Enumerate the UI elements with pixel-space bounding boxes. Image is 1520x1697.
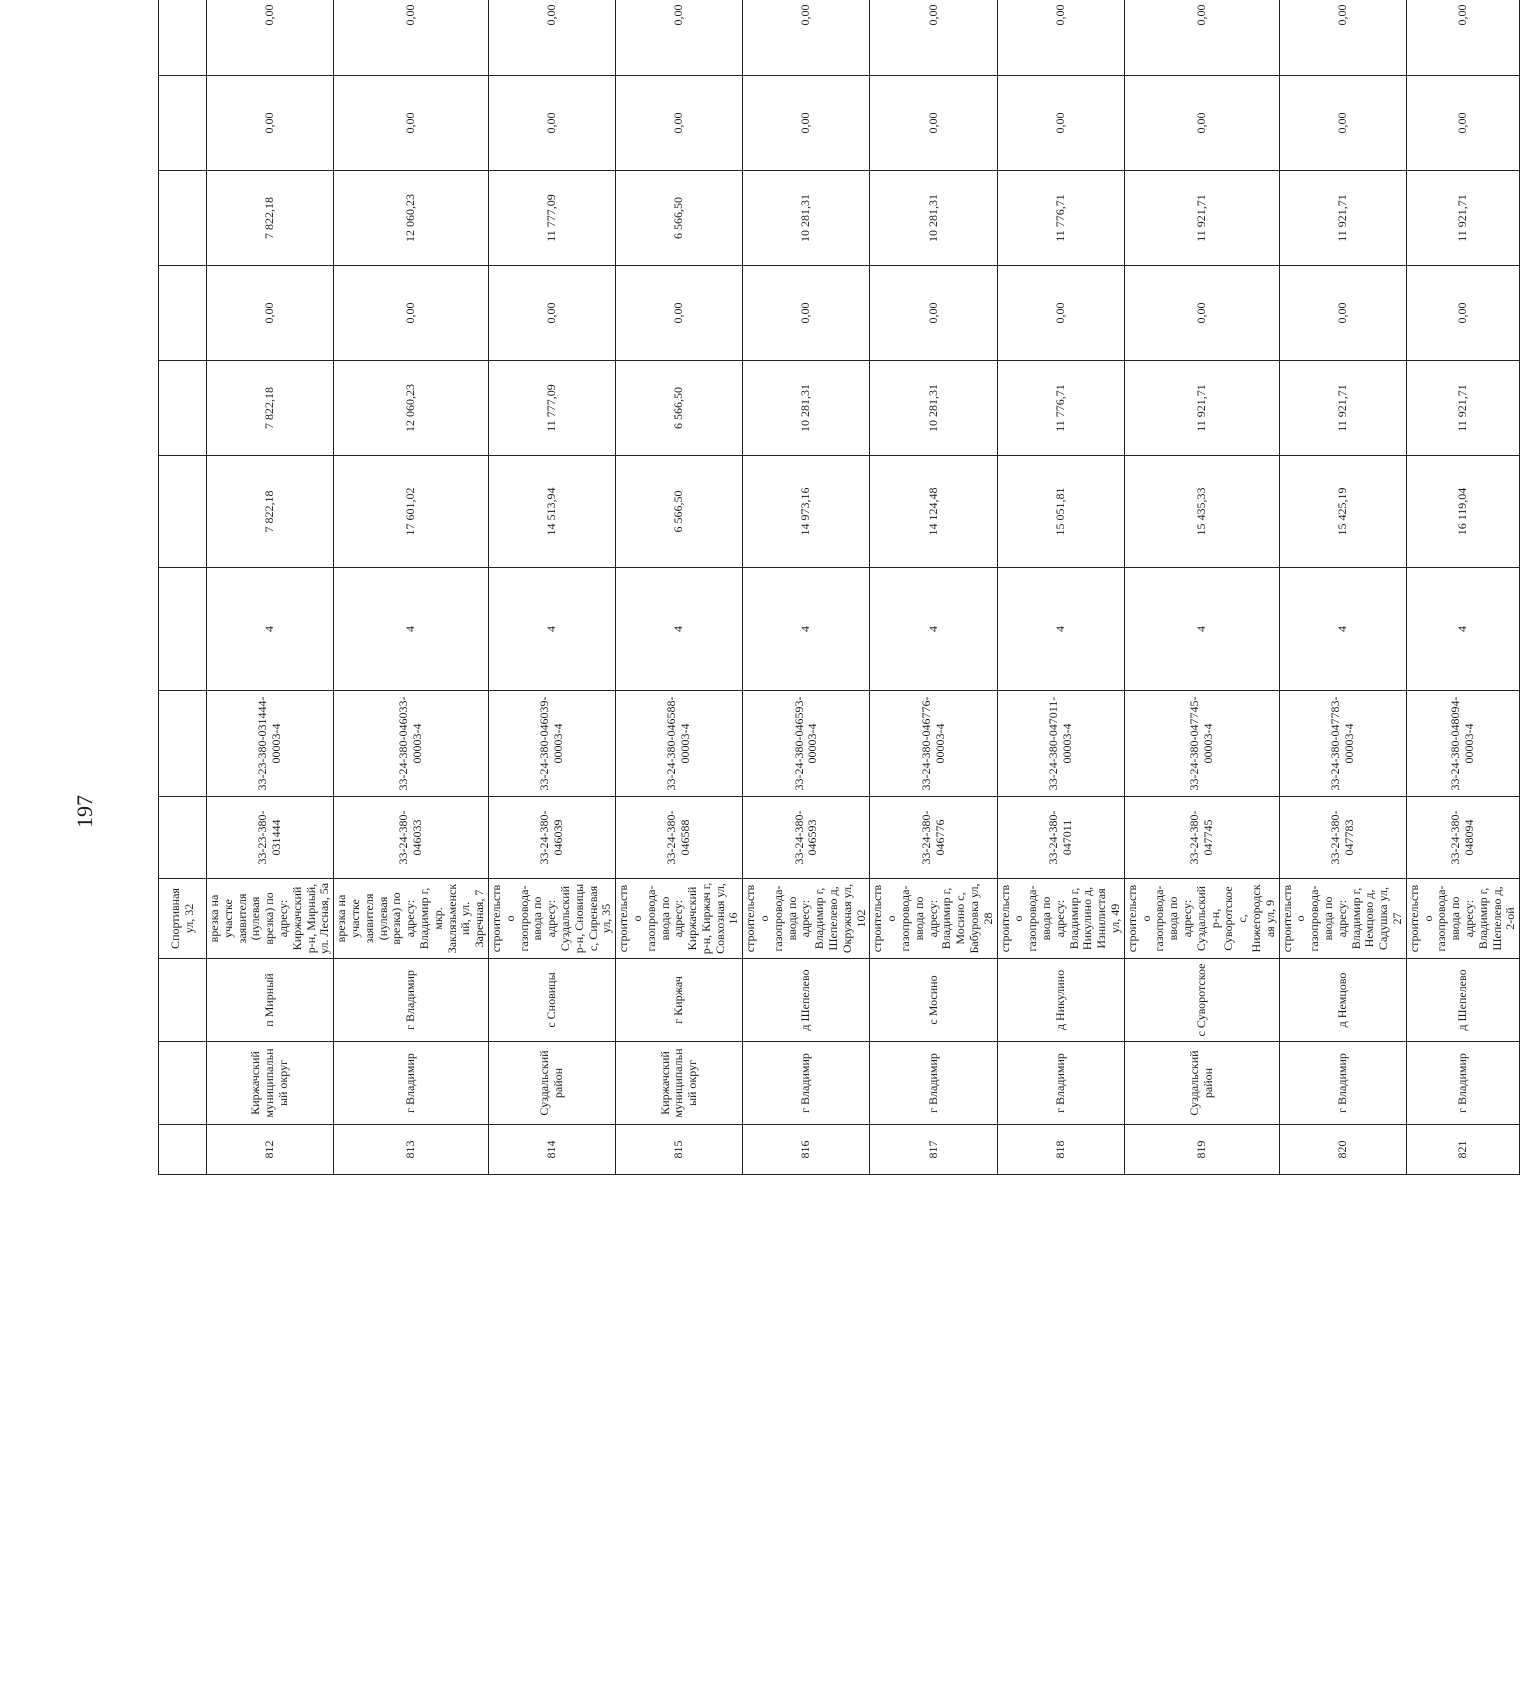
table-row: [616, 0, 743, 1175]
district-cell: г Владимир: [334, 1042, 489, 1125]
district-cell: г Владимир: [743, 1042, 870, 1125]
record-id-cell: 33-24-380-047011-00003-4: [997, 691, 1124, 797]
value-cell: 11 921,71: [1279, 171, 1406, 266]
page-number: 197: [72, 795, 97, 828]
value-cell: 6 566,50: [616, 456, 743, 568]
value-cell: 0,00: [1279, 76, 1406, 171]
object-id-cell: 33-24-380-046593: [743, 797, 870, 879]
value-cell: 16 119,04: [1406, 456, 1519, 568]
value-cell: 0,00: [997, 0, 1124, 76]
settlement-cell: п Мирный: [207, 959, 334, 1042]
value-cell: 11 921,71: [1406, 361, 1519, 456]
value-cell: 10 281,31: [870, 361, 997, 456]
row-number-cell: 812: [207, 1125, 334, 1175]
value-cell: 0,00: [334, 266, 489, 361]
value-cell: 0,00: [1124, 76, 1279, 171]
value-cell: 0,00: [616, 76, 743, 171]
row-number-cell: 813: [334, 1125, 489, 1175]
row-number-cell: 820: [1279, 1125, 1406, 1175]
value-cell: 11 776,71: [997, 361, 1124, 456]
header-cell: [159, 266, 207, 361]
value-cell: 6 566,50: [616, 171, 743, 266]
record-id-cell: 33-23-380-031444-00003-4: [207, 691, 334, 797]
value-cell: 0,00: [1124, 0, 1279, 76]
group-cell: 4: [488, 568, 615, 691]
settlement-cell: г Киржач: [616, 959, 743, 1042]
value-cell: 0,00: [207, 266, 334, 361]
value-cell: 11 776,71: [997, 171, 1124, 266]
header-cell: [159, 0, 207, 76]
value-cell: 11 921,71: [1124, 171, 1279, 266]
value-cell: 17 601,02: [334, 456, 489, 568]
value-cell: 0,00: [743, 76, 870, 171]
row-number-cell: 815: [616, 1125, 743, 1175]
group-cell: 4: [997, 568, 1124, 691]
row-number-cell: 817: [870, 1125, 997, 1175]
table-row: [207, 0, 334, 1175]
value-cell: 11 777,09: [488, 171, 615, 266]
value-cell: 0,00: [997, 266, 1124, 361]
description-cell: строительство газопровода-ввода по адресу: Владимир г, Шепелево д, Окружная ул, 102: [743, 879, 870, 959]
group-cell: 4: [743, 568, 870, 691]
row-number-cell: 819: [1124, 1125, 1279, 1175]
value-cell: 12 060,23: [334, 171, 489, 266]
value-cell: 0,00: [1406, 76, 1519, 171]
table-row: [1279, 0, 1406, 1175]
table-row: [488, 0, 615, 1175]
group-cell: 4: [1279, 568, 1406, 691]
record-id-cell: 33-24-380-047783-00003-4: [1279, 691, 1406, 797]
district-cell: Киржачский муниципальный округ: [207, 1042, 334, 1125]
value-cell: 11 777,09: [488, 361, 615, 456]
document-table: [158, 0, 1520, 1175]
value-cell: 7 822,18: [207, 361, 334, 456]
settlement-cell: с Мосино: [870, 959, 997, 1042]
settlement-cell: д Шепелево: [743, 959, 870, 1042]
value-cell: 11 921,71: [1406, 171, 1519, 266]
value-cell: 14 513,94: [488, 456, 615, 568]
value-cell: 12 060,23: [334, 361, 489, 456]
settlement-cell: с Сновицы: [488, 959, 615, 1042]
description-cell: строительство газопровода-ввода по адресу: Владимир г, Никулино д, Изнилистая ул, 49: [997, 879, 1124, 959]
value-cell: 0,00: [616, 266, 743, 361]
value-cell: 10 281,31: [743, 361, 870, 456]
table-row: [743, 0, 870, 1175]
header-cell: [159, 1125, 207, 1175]
value-cell: 7 822,18: [207, 456, 334, 568]
value-cell: 0,00: [743, 266, 870, 361]
record-id-cell: 33-24-380-046033-00003-4: [334, 691, 489, 797]
value-cell: 15 425,19: [1279, 456, 1406, 568]
value-cell: 0,00: [997, 76, 1124, 171]
value-cell: 10 281,31: [743, 171, 870, 266]
value-cell: 0,00: [488, 0, 615, 76]
header-cell: [159, 1042, 207, 1125]
value-cell: 0,00: [1279, 266, 1406, 361]
district-cell: г Владимир: [1279, 1042, 1406, 1125]
record-id-cell: 33-24-380-048094-00003-4: [1406, 691, 1519, 797]
row-number-cell: 818: [997, 1125, 1124, 1175]
record-id-cell: 33-24-380-047745-00003-4: [1124, 691, 1279, 797]
district-cell: Киржачский муниципальный округ: [616, 1042, 743, 1125]
description-cell: строительство газопровода-ввода по адресу: Владимир г, Мосино с, Бабуровка ул, 28: [870, 879, 997, 959]
description-cell: строительство газопровода-ввода по адресу: Суздальский р-н, Суворотское с, Нижегородская ул, 9: [1124, 879, 1279, 959]
object-id-cell: 33-24-380-047783: [1279, 797, 1406, 879]
header-cell: [159, 568, 207, 691]
header-cell: [159, 76, 207, 171]
table-row: [1406, 0, 1519, 1175]
value-cell: 14 973,16: [743, 456, 870, 568]
value-cell: 15 051,81: [997, 456, 1124, 568]
value-cell: 0,00: [334, 0, 489, 76]
row-number-cell: 816: [743, 1125, 870, 1175]
district-cell: г Владимир: [1406, 1042, 1519, 1125]
group-cell: 4: [207, 568, 334, 691]
value-cell: 0,00: [870, 76, 997, 171]
group-cell: 4: [1124, 568, 1279, 691]
value-cell: 0,00: [870, 0, 997, 76]
object-id-cell: 33-23-380-031444: [207, 797, 334, 879]
group-cell: 4: [616, 568, 743, 691]
table-container: [158, 4, 1518, 1175]
table-header-row: [159, 0, 207, 1175]
value-cell: 0,00: [334, 76, 489, 171]
group-cell: 4: [1406, 568, 1519, 691]
value-cell: 14 124,48: [870, 456, 997, 568]
district-cell: Суздальский район: [1124, 1042, 1279, 1125]
table-row: [870, 0, 997, 1175]
description-cell: врезка на участке заявителя (нулевая врезка) по адресу: Киржачский р-н, Мирный, ул. Лесная, 5а: [207, 879, 334, 959]
value-cell: 0,00: [207, 0, 334, 76]
header-cell: [159, 456, 207, 568]
description-cell: строительство газопровода-ввода по адресу: Киржачский р-н, Киржач г, Совхозная ул, 16: [616, 879, 743, 959]
value-cell: 0,00: [488, 266, 615, 361]
value-cell: 0,00: [1406, 266, 1519, 361]
object-id-cell: 33-24-380-047011: [997, 797, 1124, 879]
object-id-cell: 33-24-380-046033: [334, 797, 489, 879]
table-row: [997, 0, 1124, 1175]
description-cell: врезка на участке заявителя (нулевая врезка) по адресу: Владимир г, мкр. Заклязьменский, ул. Заречная, 7: [334, 879, 489, 959]
value-cell: 0,00: [207, 76, 334, 171]
group-cell: 4: [870, 568, 997, 691]
district-cell: г Владимир: [870, 1042, 997, 1125]
header-cell: [159, 361, 207, 456]
object-id-cell: 33-24-380-048094: [1406, 797, 1519, 879]
header-cell: Спортивная ул, 32: [159, 879, 207, 959]
value-cell: 0,00: [616, 0, 743, 76]
value-cell: 7 822,18: [207, 171, 334, 266]
row-number-cell: 821: [1406, 1125, 1519, 1175]
object-id-cell: 33-24-380-046588: [616, 797, 743, 879]
settlement-cell: д Никулино: [997, 959, 1124, 1042]
district-cell: г Владимир: [997, 1042, 1124, 1125]
header-cell: [159, 797, 207, 879]
row-number-cell: 814: [488, 1125, 615, 1175]
record-id-cell: 33-24-380-046776-00003-4: [870, 691, 997, 797]
value-cell: 0,00: [488, 76, 615, 171]
record-id-cell: 33-24-380-046588-00003-4: [616, 691, 743, 797]
header-cell: [159, 691, 207, 797]
record-id-cell: 33-24-380-046593-00003-4: [743, 691, 870, 797]
description-cell: строительство газопровода-ввода по адресу: Владимир г, Шепелево д, 2-ой: [1406, 879, 1519, 959]
value-cell: 0,00: [1279, 0, 1406, 76]
table-row: [1124, 0, 1279, 1175]
header-cell: [159, 959, 207, 1042]
settlement-cell: г Владимир: [334, 959, 489, 1042]
object-id-cell: 33-24-380-047745: [1124, 797, 1279, 879]
settlement-cell: д Немцово: [1279, 959, 1406, 1042]
group-cell: 4: [334, 568, 489, 691]
value-cell: 15 435,33: [1124, 456, 1279, 568]
table-row: [334, 0, 489, 1175]
value-cell: 10 281,31: [870, 171, 997, 266]
district-cell: Суздальский район: [488, 1042, 615, 1125]
description-cell: строительство газопровода-ввода по адресу: Суздальский р-н, Сновицы с, Сиреневая ул, 35: [488, 879, 615, 959]
value-cell: 11 921,71: [1279, 361, 1406, 456]
value-cell: 0,00: [870, 266, 997, 361]
value-cell: 0,00: [1124, 266, 1279, 361]
header-cell: [159, 171, 207, 266]
description-cell: строительство газопровода-ввода по адресу: Владимир г, Немцово д, Садушка ул, 27: [1279, 879, 1406, 959]
object-id-cell: 33-24-380-046776: [870, 797, 997, 879]
value-cell: 0,00: [743, 0, 870, 76]
value-cell: 6 566,50: [616, 361, 743, 456]
object-id-cell: 33-24-380-046039: [488, 797, 615, 879]
value-cell: 0,00: [1406, 0, 1519, 76]
settlement-cell: д Шепелево: [1406, 959, 1519, 1042]
settlement-cell: с Суворотское: [1124, 959, 1279, 1042]
value-cell: 11 921,71: [1124, 361, 1279, 456]
record-id-cell: 33-24-380-046039-00003-4: [488, 691, 615, 797]
